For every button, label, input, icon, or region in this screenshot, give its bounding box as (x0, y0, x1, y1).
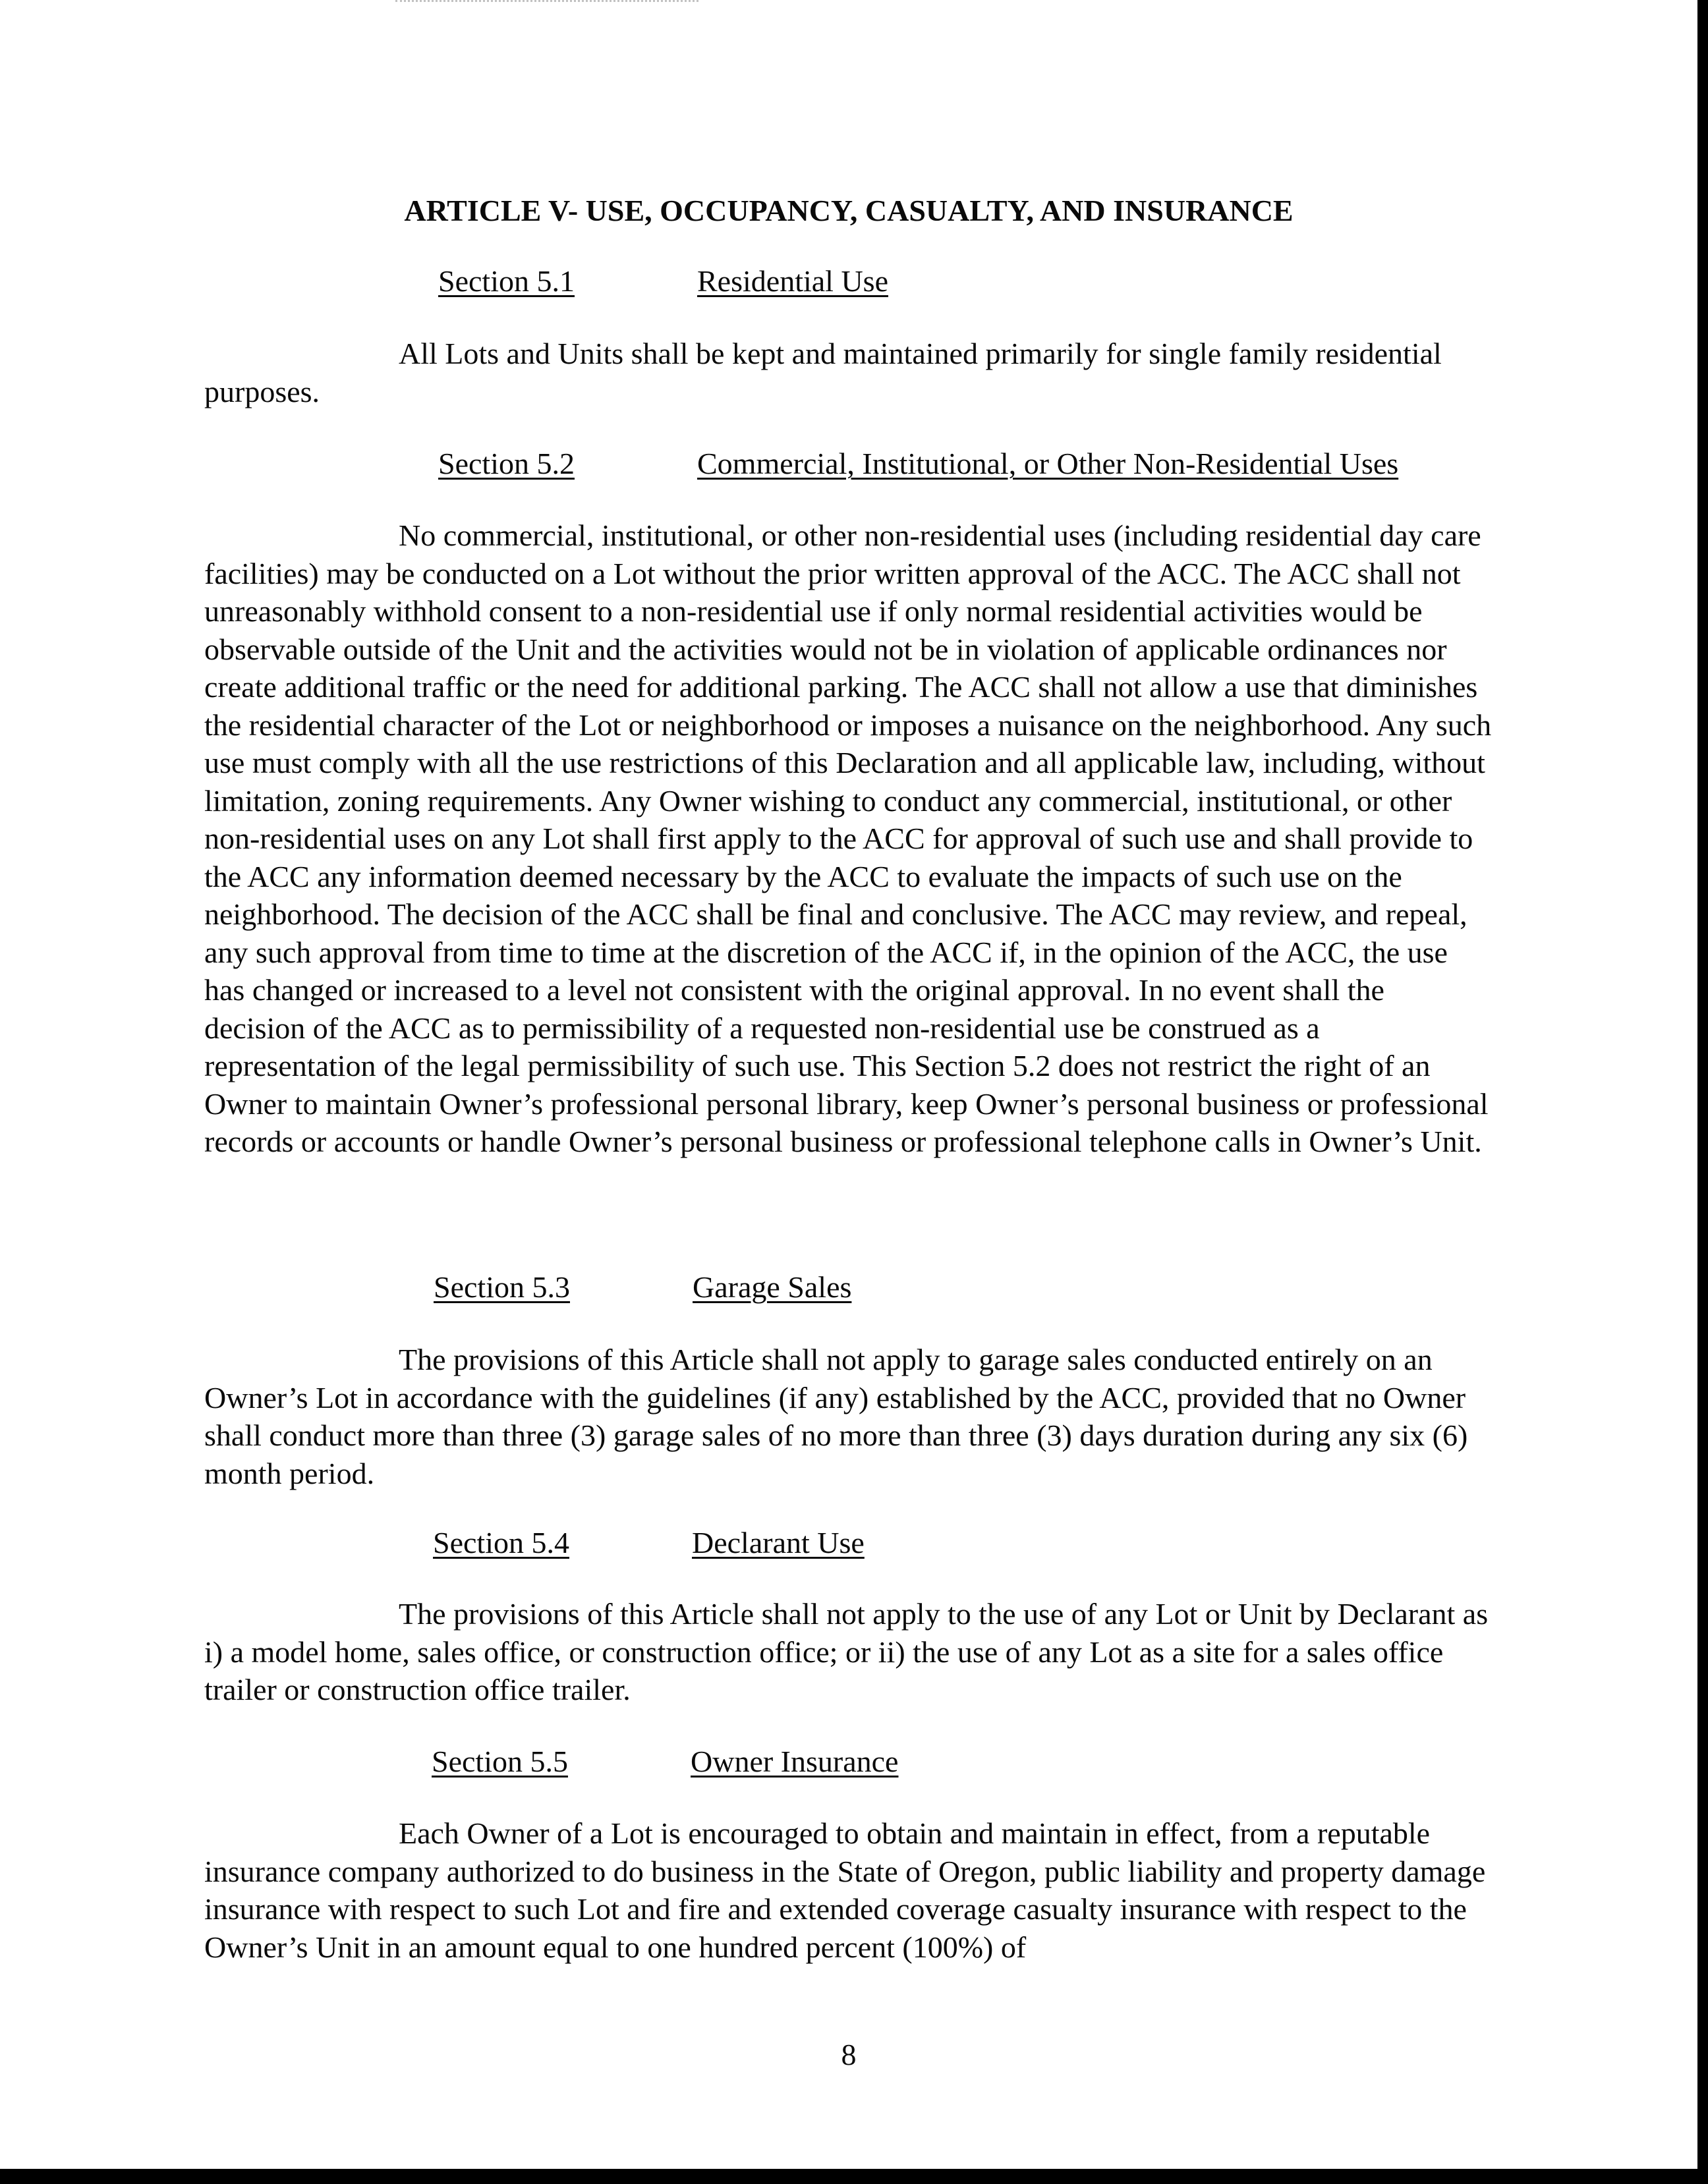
section-heading-5-4 (433, 1524, 1619, 1563)
page-number: 8 (841, 2038, 857, 2071)
section-title: Residential Use (697, 264, 888, 298)
section-number: Section 5.1 (438, 264, 575, 298)
section-body-5-3: The provisions of this Article shall not apply to garage sales conducted entirely on an Owner’s Lot in accordance with the guidelines (if any) established by the ACC, provided that no Owner shall conduct more than three (3) garage sales of no more than three (3) days duration during any six (6) month period. (204, 1343, 1468, 1490)
section-title: Owner Insurance (691, 1745, 899, 1778)
section-body-5-4: The provisions of this Article shall not apply to the use of any Lot or Unit by Declarant as i) a model home, sales office, or construction office; or ii) the use of any Lot as a site for a sales office trailer or construction office trailer. (204, 1597, 1489, 1706)
section-number: Section 5.2 (438, 447, 575, 480)
scan-artifact (395, 0, 698, 6)
section-number: Section 5.5 (432, 1745, 568, 1778)
section-number: Section 5.3 (434, 1270, 570, 1304)
section-title: Commercial, Institutional, or Other Non-Residential Uses (697, 447, 1399, 480)
section-heading-5-5 (432, 1743, 1618, 1782)
section-body-5-1: All Lots and Units shall be kept and maintained primarily for single family residential purposes. (204, 337, 1442, 408)
section-heading-5-1 (438, 262, 1624, 302)
section-title: Garage Sales (693, 1270, 852, 1304)
section-title: Declarant Use (692, 1526, 865, 1559)
section-body-5-2: No commercial, institutional, or other non-residential uses (including residential day care facilities) may be conducted on a Lot without the prior written approval of the ACC. The ACC shall not unreasonably withhold consent to a non-residential use if only normal residential activities would be observable outside of the Unit and the activities would not be in violation of applicable ordinances nor create additional traffic or the need for additional parking. The ACC shall not allow a use that diminishes the residential character of the Lot or neighborhood or imposes a nuisance on the neighborhood. Any such use must comply with all the use restrictions of this Declaration and all applicable law, including, without limitation, zoning requirements. Any Owner wishing to conduct any commercial, institutional, or other non-residential uses on any Lot shall first apply to the ACC for approval of such use and shall provide to the ACC any information deemed necessary by the ACC to evaluate the impacts of such use on the neighborhood. The decision of the ACC shall be final and conclusive. The ACC may review, and repeal, any such approval from time to time at the discretion of the ACC if, in the opinion of the ACC, the use has changed or increased to a level not consistent with the original approval. In no event shall the decision of the ACC as to permissibility of a requested non-residential use be construed as a representation of the legal permissibility of such use. This Section 5.2 does not restrict the right of an Owner to maintain Owner’s professional personal library, keep Owner’s personal business or professional records or accounts or handle Owner’s personal business or professional telephone calls in Owner’s Unit. (204, 518, 1492, 1158)
section-heading-5-3 (434, 1268, 1620, 1308)
section-body-5-5: Each Owner of a Lot is encouraged to obtain and maintain in effect, from a reputable insurance company authorized to do business in the State of Oregon, public liability and property damage insurance with respect to such Lot and fire and extended coverage casualty insurance with respect to the Owner’s Unit in an amount equal to one hundred percent (100%) of (204, 1816, 1486, 1964)
section-heading-5-2 (438, 445, 1624, 484)
article-title: ARTICLE V- USE, OCCUPANCY, CASUALTY, AND INSURANCE (404, 194, 1294, 227)
section-number: Section 5.4 (433, 1526, 569, 1559)
